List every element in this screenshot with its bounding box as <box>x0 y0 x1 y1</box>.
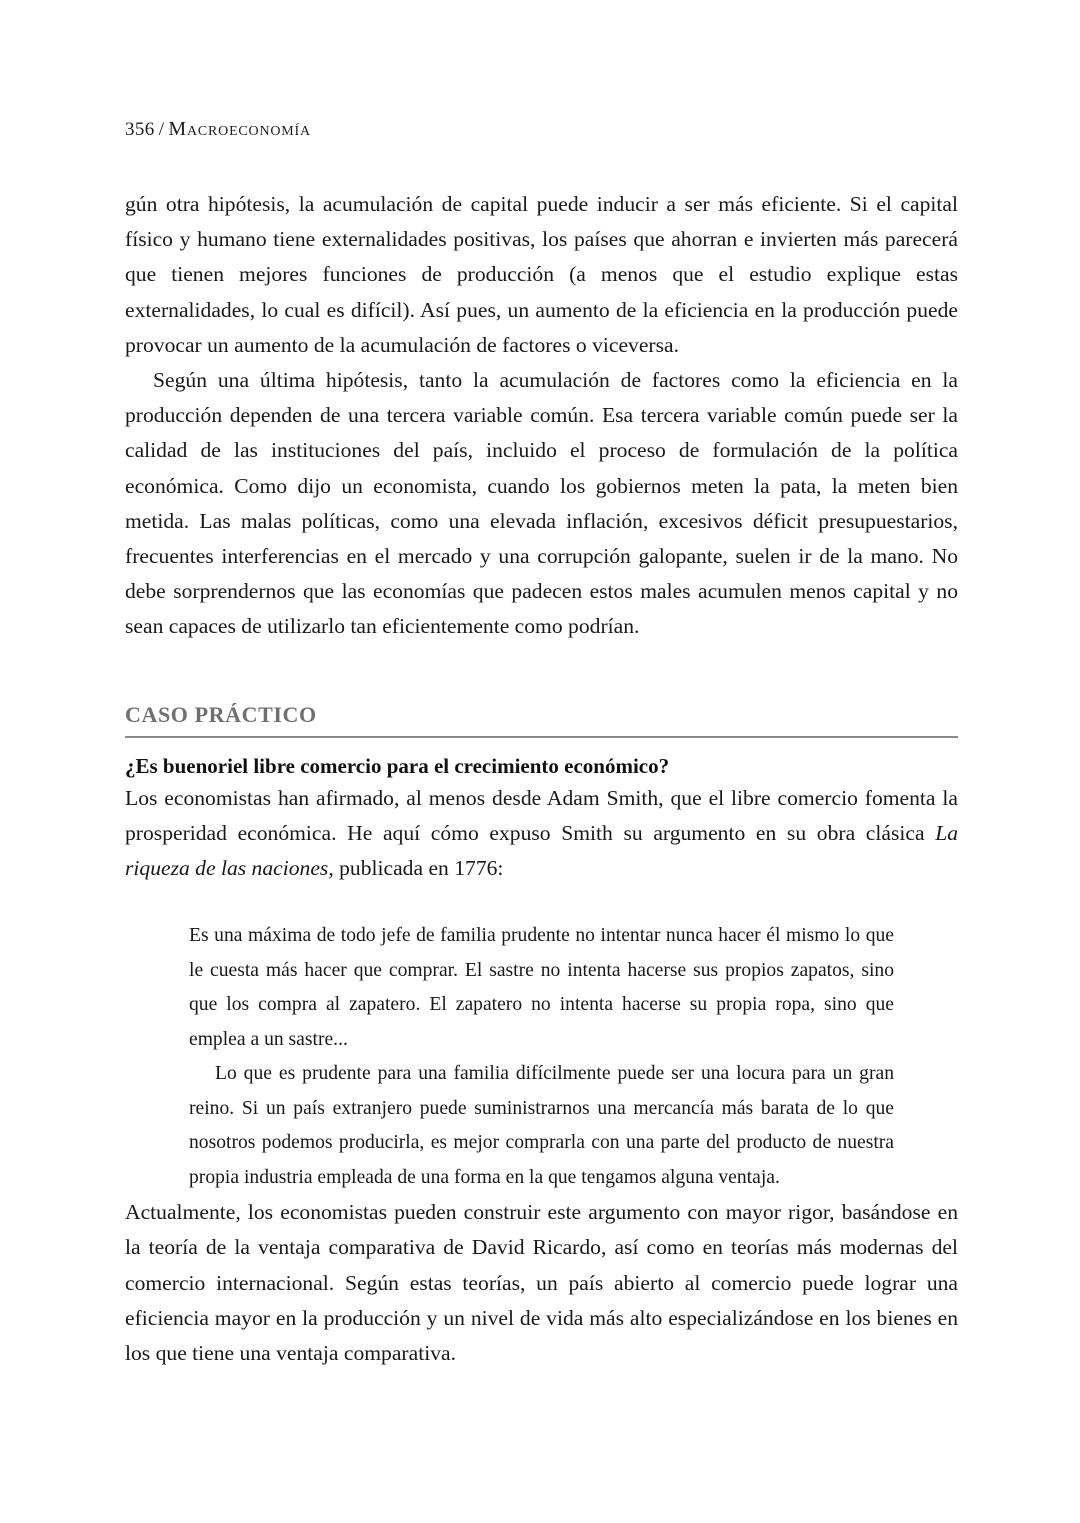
case-study-section <box>125 701 958 1372</box>
section-divider <box>125 736 958 738</box>
header-separator: / <box>158 119 165 140</box>
book-title-italic: La riqueza de las naciones <box>125 820 958 881</box>
book-title: Macroeconomía <box>168 118 311 140</box>
smith-blockquote <box>125 919 894 1195</box>
body-paragraph-2: Según una última hipótesis, tanto la acumulación de factores como la eficiencia en la producción dependen de una tercera variable común. Esa tercera variable común puede ser la calidad de las instituciones del país, incluido el proceso de formulación de la política económica. Como dijo un economista, cuando los gobiernos meten la pata, la meten bien metida. Las malas políticas, como una elevada inflación, excesivos déficit presupuestarios, frecuentes interferencias en el mercado y una corrupción galopante, suelen ir de la mano. No debe sorprendernos que las economías que padecen estos males acumulen menos capital y no sean capaces de utilizarlo tan eficientemente como podrían. <box>125 368 958 639</box>
case-study-question: ¿Es buenoriel libre comercio para el crecimiento económico? <box>125 753 670 778</box>
page-content <box>125 118 958 1371</box>
page-number: 356 <box>125 119 155 140</box>
running-header <box>125 118 958 141</box>
quote-paragraph-1: Es una máxima de todo jefe de familia prudente no intentar nunca hacer él mismo lo que le cuesta más hacer que comprar. El sastre no intenta hacerse sus propios zapatos, sino que los compra al zapatero. El zapatero no intenta hacerse su propia ropa, sino que emplea a un sastre... <box>189 925 894 1050</box>
quote-paragraph-2: Lo que es prudente para una familia difícilmente puede ser una locura para un gran reino. Si un país extranjero puede suministrarnos una mercancía más barata de lo que nosotros podemos producirla, es mejor comprarla con una parte del producto de nuestra propia industria empleada de una forma en la que tengamos alguna ventaja. <box>189 1063 894 1188</box>
body-paragraph-1: gún otra hipótesis, la acumulación de capital puede inducir a ser más eficiente. Si el capital físico y humano tiene externalidades positivas, los países que ahorran e invierten más parecerá que tienen mejores funciones de producción (a menos que el estudio explique estas externalidades, lo cual es difícil). Así pues, un aumento de la eficiencia en la producción puede provocar un aumento de la acumulación de factores o viceversa. <box>125 192 958 357</box>
case-study-label: CASO PRÁCTICO <box>125 701 317 727</box>
case-study-intro-paragraph <box>125 781 958 887</box>
intro-text-part-2: , publicada en 1776: <box>328 856 504 881</box>
intro-text-part-1: Los economistas han afirmado, al menos desde Adam Smith, que el libre comercio fomenta la prosperidad económica. He aquí cómo expuso Smith su argumento en su obra clásica <box>125 785 958 845</box>
case-study-closing-paragraph: Actualmente, los economistas pueden construir este argumento con mayor rigor, basándose en la teoría de la ventaja comparativa de David Ricardo, así como en teorías más modernas del comercio internacional. Según estas teorías, un país abierto al comercio puede lograr una eficiencia mayor en la producción y un nivel de vida más alto especializándose en los bienes en los que tiene una ventaja comparativa. <box>125 1200 958 1366</box>
